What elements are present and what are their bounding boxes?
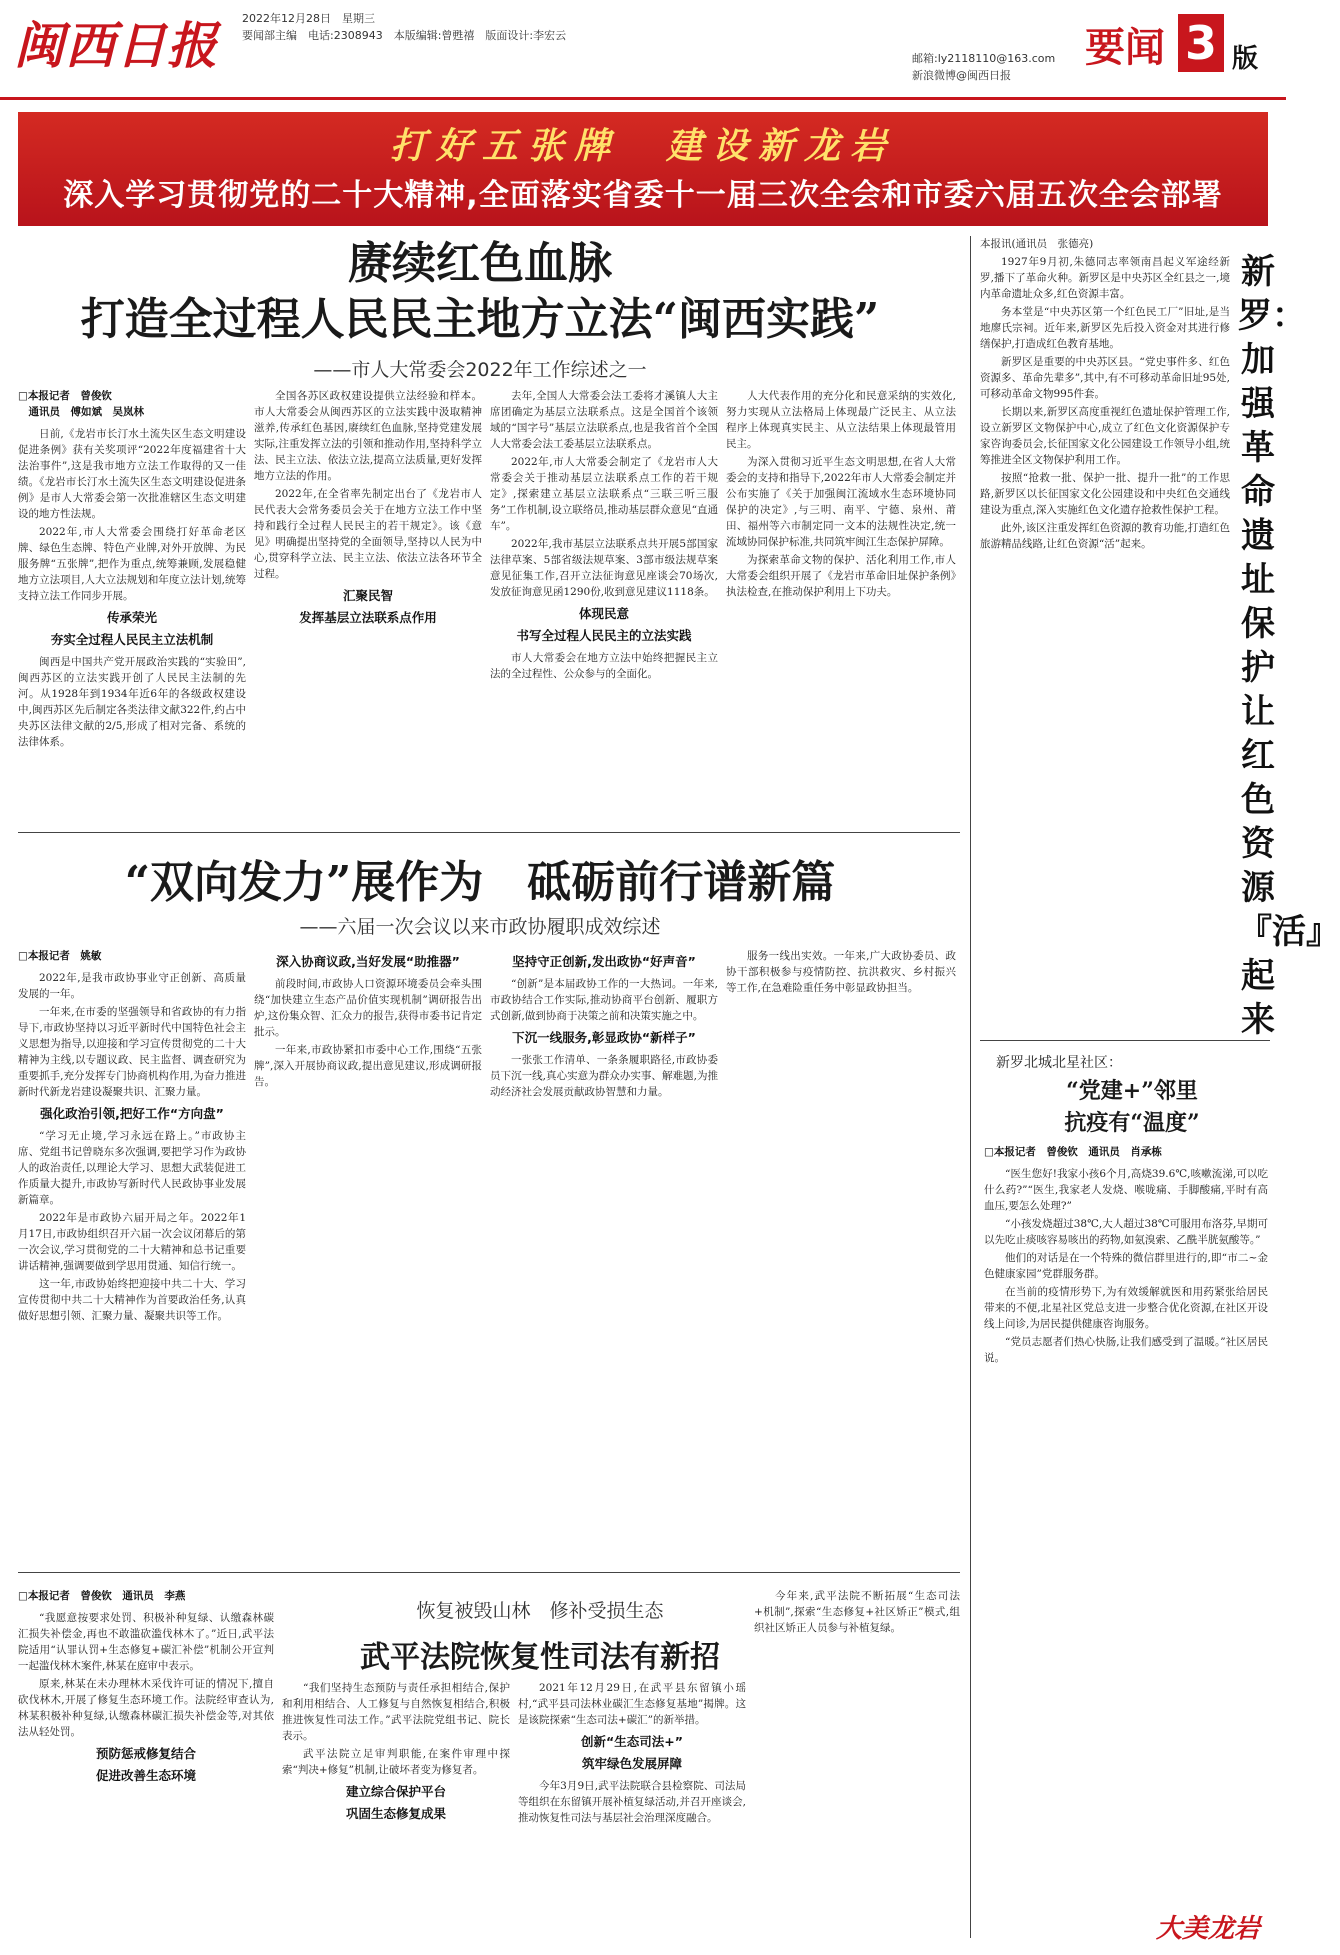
article-c-subhead: 促进改善生态环境 [95, 1768, 196, 1783]
sidebar-byline: 本报讯(通讯员 张德亮) [980, 238, 1094, 250]
article-a-subhead: 发挥基层立法联系点作用 [299, 610, 437, 625]
newspaper-logo: 闽西日报 [14, 16, 218, 75]
article-a-para: 去年,全国人大常委会法工委将才溪镇人大主席团确定为基层立法联系点。这是全国首个该领域的“国字号”基层立法联系点,也是我省首个全国人大常委会法工委基层立法联系点。 [490, 390, 718, 450]
sidebar-para: 长期以来,新罗区高度重视红色遗址保护管理工作,设立新罗区文物保护中心,成立了红色文化资源保护专家咨询委员会,长征国家文化公园建设工作领导小组,统筹推进全区文物保护利用工作。 [980, 406, 1230, 466]
contact-info [912, 50, 1055, 84]
article-c-byline: □本报记者 曾俊钦 通讯员 李燕 [18, 1590, 186, 1602]
section-name: 要闻 [1085, 24, 1165, 71]
email-line: 邮箱:ly2118110@163.com [912, 52, 1056, 65]
sidebar-vertical-headline: 新罗：加强革命遗址保护 让红色资源『活』起来 [1238, 252, 1340, 1040]
article-a-para: 为深入贯彻习近平生态文明思想,在省人大常委会的支持和指导下,2022年市人大常委会制定并公布实施了《关于加强闽江流域水生态环境协同保护的决定》,与三明、南平、宁德、泉州、莆田、福州等六市制定同一文本的法规性决定,统一流域协同保护标准,共同筑牢闽江生态保护屏障。 [726, 456, 956, 548]
banner-subtitle: 深入学习贯彻党的二十大精神,全面落实省委十一届三次全会和市委六届五次全会部署 [63, 178, 1223, 213]
article-c-subhead: 创新“生态司法+” [581, 1734, 683, 1749]
article-a-para: 为探索革命文物的保护、活化利用工作,市人大常委会组织开展了《龙岩市革命旧址保护条例》执法检查,在推动保护利用上下功夫。 [726, 554, 956, 598]
article-a-col-2 [254, 388, 482, 820]
date-line: 2022年12月28日 星期三 [242, 12, 375, 25]
article-b-col-2 [254, 948, 482, 1560]
article-b-para: 2022年是市政协六届开局之年。2022年1月17日,市政协组织召开六届一次会议闭幕后的第一次会议,学习贯彻党的二十大精神和总书记重要讲话精神,强调要做到学思用贯通、知信行统一。 [18, 1212, 246, 1272]
article-b-subhead: 深入协商议政,当好发展“助推器” [276, 954, 460, 969]
footer-slogan-logo: 大美龙岩 [1156, 1914, 1261, 1944]
issue-info [242, 10, 566, 44]
article-a-para: 2022年,在全省率先制定出台了《龙岩市人民代表大会常务委员会关于在地方立法工作中坚持和践行全过程人民民主的若干规定》。该《意见》明确提出坚持党的全面领导,坚持以人民为中心,贯穿科学立法、民主立法、依法立法各环节全过程。 [254, 488, 482, 580]
article-b-byline: □本报记者 姚敏 [18, 950, 102, 962]
editor-line: 要闻部主编 电话:2308943 本版编辑:曾甦禧 版面设计:李宏云 [242, 29, 567, 42]
article-a-col-1 [18, 388, 246, 820]
article-c-para: “我愿意按要求处罚、积极补种复绿、认缴森林碳汇损失补偿金,再也不敢滥砍滥伐林木了。”近日,武平法院适用“认罪认罚+生态修复+碳汇补偿”机制公开宣判一起滥伐林木案件,林某在庭审中表示。 [18, 1612, 274, 1672]
sidebox-title-line1: “党建+”邻里 [1066, 1078, 1198, 1104]
article-a-para: 2022年,市人大常委会制定了《龙岩市人大常委会关于推动基层立法联系点工作的若干规定》,探索建立基层立法联系点“三联三听三服务”工作机制,设立联络员,推动基层群众意见“直通车”。 [490, 456, 718, 532]
article-c-kicker: 恢复被毁山林 修补受损生态 [416, 1600, 664, 1622]
article-c-para: 原来,林某在未办理林木采伐许可证的情况下,擅自砍伐林木,开展了修复生态环境工作。法院经审查认为,林某积极补种复绿,认缴森林碳汇损失补偿金等,对其依法从轻处罚。 [18, 1678, 274, 1738]
article-a-para: 市人大常委会在地方立法中始终把握民主立法的全过程性、公众参与的全面化。 [490, 652, 718, 680]
sidebox-para: “党员志愿者们热心快肠,让我们感受到了温暖。”社区居民说。 [984, 1336, 1268, 1364]
article-a-subhead: 汇聚民智 [342, 588, 393, 603]
article-c-col-1 [18, 1588, 274, 1938]
article-b-para: 这一年,市政协始终把迎接中共二十大、学习宣传贯彻中共二十大精神作为首要政治任务,认真做好思想引领、汇聚力量、凝聚共识等工作。 [18, 1278, 246, 1322]
sidebox-col [984, 1144, 1268, 1900]
sidebar-para: 新罗区是重要的中央苏区县。“党史事件多、红色资源多、革命先辈多”,其中,有不可移动革命旧址95处,可移动革命文物995件套。 [980, 356, 1230, 400]
article-a-para: 2022年,市人大常委会围绕打好革命老区牌、绿色生态牌、特色产业牌,对外开放牌、为民服务牌“五张牌”,把作为重点,统筹兼顾,发展稳健地方立法项目,人大立法规划和年度立法计划,统筹支持立法工作同步开展。 [18, 526, 246, 602]
article-b-col-3 [490, 948, 718, 1560]
article-c-subhead: 筑牢绿色发展屏障 [581, 1756, 682, 1771]
article-c-subhead: 建立综合保护平台 [345, 1784, 446, 1799]
divider [18, 832, 960, 833]
theme-banner [18, 112, 1268, 226]
sidebar-divider [970, 236, 971, 1938]
sidebar-para: 务本堂是“中央苏区第一个红色民工厂”旧址,是当地廖氏宗祠。近年来,新罗区先后投入资金对其进行修缮保护,打造成红色教育基地。 [980, 306, 1230, 350]
article-b-subtitle: ——六届一次会议以来市政协履职成效综述 [299, 916, 661, 938]
masthead [0, 0, 1286, 100]
article-b-col-4 [726, 948, 956, 1560]
article-c-title: 武平法院恢复性司法有新招 [360, 1640, 720, 1675]
article-c-para: 今年3月9日,武平法院联合县检察院、司法局等组织在东留镇开展补植复绿活动,并召开座谈会,推动恢复性司法与基层社会治理深度融合。 [518, 1780, 746, 1824]
sidebar-para: 1927年9月初,朱德同志率领南昌起义军途经新罗,播下了革命火种。新罗区是中央苏区全红县之一,境内革命遗址众多,红色资源丰富。 [980, 256, 1230, 300]
article-a-headline [0, 236, 960, 348]
article-a-para: 日前,《龙岩市长汀水土流失区生态文明建设促进条例》获有关奖项评“2022年度福建省十大法治事件”,这是我市地方立法工作取得的又一佳绩。《龙岩市长汀水土流失区生态文明建设促进条例》是市人大常委会第一次批准辖区生态文明建设的地方性法规。 [18, 428, 246, 520]
sidebox-para: “小孩发烧超过38℃,大人超过38℃可服用布洛芬,早期可以先吃止痰咳容易咳出的药物,如氨溴索、乙酰半胱氨酸等。” [984, 1218, 1268, 1246]
divider [980, 1040, 1270, 1041]
article-b-subhead: 坚持守正创新,发出政协“好声音” [512, 954, 696, 969]
article-b-title: “双向发力”展作为 砥砺前行谱新篇 [124, 857, 836, 908]
article-a-para: 全国各苏区政权建设提供立法经验和样本。市人大常委会从闽西苏区的立法实践中汲取精神滋养,传承红色基因,赓续红色血脉,坚持党建发展实际,注重发挥立法的引领和推动作用,坚持科学立法、民主立法、依法立法,提高立法质量,更好发挥地方立法的作用。 [254, 390, 482, 482]
article-c-subhead: 巩固生态修复成果 [345, 1806, 446, 1821]
article-a-subhead: 夯实全过程人民民主立法机制 [50, 632, 214, 647]
article-a-title-line2: 打造全过程人民民主地方立法“闽西实践” [80, 294, 880, 345]
sidebar-col [980, 236, 1230, 1036]
sidebox-kicker: 新罗北城北星社区： [996, 1055, 1122, 1071]
article-b-subhead: 下沉一线服务,彰显政协“新样子” [512, 1030, 696, 1045]
article-a-para: 闽西是中国共产党开展政治实践的“实验田”,闽西苏区的立法实践开创了人民民主法制的先河。从1928年到1934年近6年的各级政权建设中,闽西苏区先后制定各类法律文献322件,约占中央苏区法律文献的2/5,形成了相对完备、系统的法律体系。 [18, 656, 246, 748]
article-b-subhead: 强化政治引领,把好工作“方向盘” [40, 1106, 224, 1121]
article-a-col-3 [490, 388, 718, 820]
article-a-para: 人大代表作用的充分化和民意采纳的实效化,努力实现从立法格局上体现最广泛民主、从立法程序上体现真实民主、从立法结果上体现最管用民主。 [726, 390, 956, 450]
page-ban-label: 版 [1232, 44, 1259, 74]
article-b-para: “创新”是本届政协工作的一大热词。一年来,市政协结合工作实际,推动协商平台创新、履职方式创新,做到协商于决策之前和决策实施之中。 [490, 978, 718, 1022]
sidebox-byline: □本报记者 曾俊钦 通讯员 肖承栋 [984, 1146, 1162, 1158]
article-a-col-4 [726, 388, 956, 820]
article-b-para: 2022年,是我市政协事业守正创新、高质量发展的一年。 [18, 972, 246, 1000]
article-a-byline: □本报记者 曾俊钦 通讯员 傅如斌 吴岚林 [18, 390, 144, 418]
article-a-para: 2022年,我市基层立法联系点共开展5部国家法律草案、5部省级法规草案、3部市级法规草案意见征集工作,召开立法征询意见座谈会70场次,发放征询意见函1290份,收到意见建议1118条。 [490, 538, 718, 598]
article-b-para: 一张张工作清单、一条条履职路径,市政协委员下沉一线,真心实意为群众办实事、解难题,为推动经济社会发展贡献政协智慧和力量。 [490, 1054, 718, 1098]
sidebox-para: 他们的对话是在一个特殊的微信群里进行的,即“市二~金色健康家园”党群服务群。 [984, 1252, 1268, 1280]
sidebox-para: “医生您好!我家小孩6个月,高烧39.6℃,咳嗽流涕,可以吃什么药?”“医生,我家老人发烧、喉咙痛、手脚酸痛,平时有高血压,要怎么处理?” [984, 1168, 1268, 1212]
article-b-para: 前段时间,市政协人口资源环境委员会牵头围绕“加快建立生态产品价值实现机制”调研报告出炉,这份集众智、汇众力的报告,获得市委书记肯定批示。 [254, 978, 482, 1038]
article-b-para: 一年来,在市委的坚强领导和省政协的有力指导下,市政协坚持以习近平新时代中国特色社会主义思想为指导,以迎接和学习宣传贯彻党的二十大精神为主线,以专题议政、民主监督、调查研究为重要抓手,充分发挥专门协商机构作用,为奋力推进新时代新龙岩建设凝聚共识、汇聚力量。 [18, 1006, 246, 1098]
sidebox-para: 在当前的疫情形势下,为有效缓解就医和用药紧张给居民带来的不便,北星社区党总支进一步整合优化资源,在社区开设线上问诊,为居民提供健康咨询服务。 [984, 1286, 1268, 1330]
divider [18, 1572, 960, 1573]
sidebar-para: 按照“抢救一批、保护一批、提升一批”的工作思路,新罗区以长征国家文化公园建设和中央红色交通线建设为重点,深入实施红色文化遗存抢救性保护工程。 [980, 472, 1230, 516]
article-a-subtitle: ——市人大常委会2022年工作综述之一 [313, 359, 647, 381]
article-a-subhead: 传承荣光 [106, 610, 157, 625]
article-a-subhead: 体现民意 [578, 606, 629, 621]
article-c-col-3 [518, 1680, 746, 1938]
page-number: 3 [1178, 14, 1224, 72]
article-b-para: “学习无止境,学习永远在路上。”市政协主席、党组书记曾晓东多次强调,要把学习作为政协人的政治责任,以理论大学习、思想大武装促进工作质量大提升,市政协写新时代人民政协事业发展新篇章。 [18, 1130, 246, 1206]
sidebar-para: 此外,该区注重发挥红色资源的教育功能,打造红色旅游精品线路,让红色资源“活”起来。 [980, 522, 1230, 550]
article-c-para: 2021年12月29日,在武平县东留镇小瑶村,“武平县司法林业碳汇生态修复基地”揭牌。这是该院探索“生态司法+碳汇”的新举措。 [518, 1682, 746, 1726]
article-a-subhead: 书写全过程人民民主的立法实践 [516, 628, 692, 643]
article-c-subhead: 预防惩戒修复结合 [95, 1746, 196, 1761]
article-b-col-1 [18, 948, 246, 1560]
sidebox-title-line2: 抗疫有“温度” [1064, 1110, 1200, 1136]
article-b-para: 服务一线出实效。一年来,广大政协委员、政协干部积极参与疫情防控、抗洪救灾、乡村振兴等工作,在急难险重任务中彰显政协担当。 [726, 950, 956, 994]
article-c-para: 武平法院立足审判职能,在案件审理中探索“判决+修复”机制,让破坏者变为修复者。 [282, 1748, 510, 1776]
article-c-col-4 [754, 1588, 960, 1938]
article-c-col-2 [282, 1680, 510, 1938]
article-c-para: “我们坚持生态预防与责任承担相结合,保护和利用相结合、人工修复与自然恢复相结合,积极推进恢复性司法工作。”武平法院党组书记、院长表示。 [282, 1682, 510, 1742]
banner-slogan: 打好五张牌 建设新龙岩 [389, 125, 896, 167]
article-a-title-line1: 赓续红色血脉 [348, 238, 612, 289]
article-c-para: 今年来,武平法院不断拓展“生态司法+机制”,探索“生态修复+社区矫正”模式,组织社区矫正人员参与补植复绿。 [754, 1590, 960, 1634]
article-b-para: 一年来,市政协紧扣市委中心工作,围绕“五张牌”,深入开展协商议政,提出意见建议,形成调研报告。 [254, 1044, 482, 1088]
weibo-line: 新浪微博@闽西日报 [912, 69, 1011, 82]
